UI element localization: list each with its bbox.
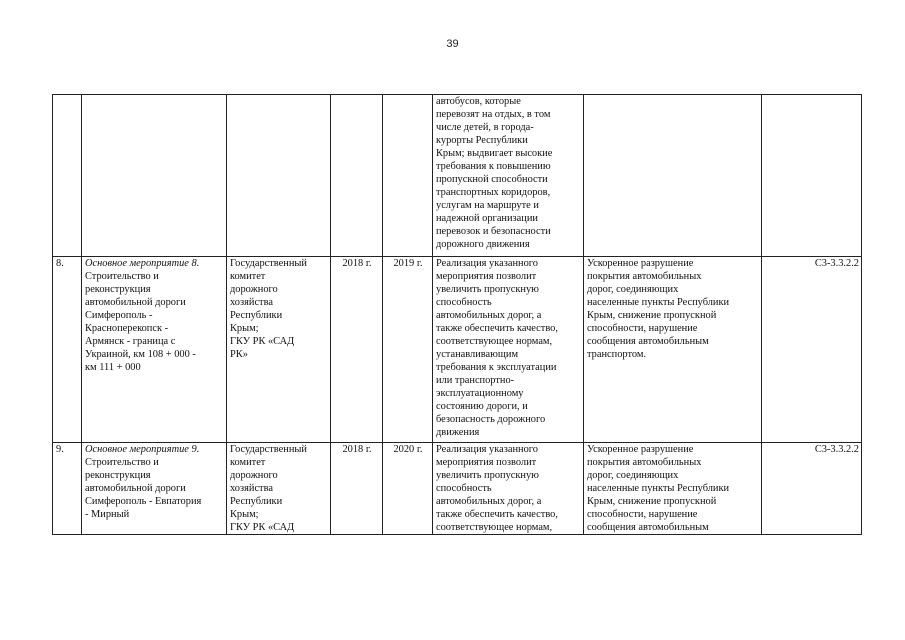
result-line: Реализация указанного [436, 444, 538, 455]
result-line: надежной организации [436, 213, 538, 224]
result-line: устанавливающим [436, 349, 519, 360]
event-line: реконструкция [85, 470, 151, 481]
executor-line: РК» [230, 349, 248, 360]
result-line: соответствующее нормам, [436, 336, 553, 347]
risk-line: покрытия автомобильных [587, 271, 702, 282]
expected-result-cell [433, 257, 584, 443]
event-line: Симферополь - [85, 310, 153, 321]
event-cell [82, 257, 227, 443]
result-line: мероприятия позволит [436, 271, 537, 282]
end-year: 2019 г. [393, 258, 423, 269]
events-table-body [53, 95, 862, 535]
executor-line: ГКУ РК «САД [230, 522, 295, 533]
risk-cell [584, 443, 762, 535]
result-line: Крым; выдвигает высокие [436, 148, 553, 159]
result-line: автомобильных дорог, а [436, 310, 542, 321]
row-number-cell [53, 443, 82, 535]
risk-line: сообщения автомобильным [587, 522, 709, 533]
result-line: также обеспечить качество, [436, 323, 558, 334]
start-year-cell [331, 257, 383, 443]
executor-line: хозяйства [230, 483, 273, 494]
event-line: км 111 + 000 [85, 362, 141, 373]
result-line: автобусов, которые [436, 96, 521, 107]
risk-cell [584, 95, 762, 257]
result-line: безопасность дорожного [436, 414, 546, 425]
executor-line: хозяйства [230, 297, 273, 308]
event-line: автомобильной дороги [85, 483, 186, 494]
table-row [53, 443, 862, 535]
table-row [53, 257, 862, 443]
start-year-cell [331, 443, 383, 535]
end-year-cell [383, 257, 433, 443]
result-line: дорожного движения [436, 239, 530, 250]
risk-line: способности, нарушение [587, 509, 698, 520]
risk-line: Крым, снижение пропускной [587, 496, 717, 507]
event-line: Армянск - граница с [85, 336, 176, 347]
event-line: Симферополь - Евпатория [85, 496, 202, 507]
indicator-code: С3-3.3.2.2 [814, 258, 859, 269]
executor-line: Крым; [230, 323, 259, 334]
event-cell [82, 95, 227, 257]
result-line: способность [436, 483, 492, 494]
executor-line: Республики [230, 310, 283, 321]
indicator-code-cell [762, 443, 862, 535]
table-row [53, 95, 862, 257]
end-year-cell [383, 443, 433, 535]
risk-line: населенные пункты Республики [587, 297, 730, 308]
event-line: Украиной, км 108 + 000 - [85, 349, 196, 360]
event-line: автомобильной дороги [85, 297, 186, 308]
result-line: транспортных коридоров, [436, 187, 551, 198]
event-line: Строительство и [85, 457, 159, 468]
event-title: Основное мероприятие 9. [85, 444, 200, 455]
event-line: Красноперекопск - [85, 323, 169, 334]
executor-cell [227, 443, 331, 535]
executor-cell [227, 257, 331, 443]
result-line: требования к эксплуатации [436, 362, 557, 373]
event-line: реконструкция [85, 284, 151, 295]
risk-line: Крым, снижение пропускной [587, 310, 717, 321]
executor-line: дорожного [230, 284, 278, 295]
result-line: движения [436, 427, 480, 438]
risk-line: дорог, соединяющих [587, 470, 679, 481]
risk-line: способности, нарушение [587, 323, 698, 334]
executor-line: дорожного [230, 470, 278, 481]
result-line: увеличить пропускную [436, 470, 539, 481]
risk-line: транспортом. [587, 349, 647, 360]
events-table [52, 94, 862, 535]
row-number: 8. [56, 258, 64, 269]
indicator-code: С3-3.3.2.2 [814, 444, 859, 455]
executor-line: Государственный [230, 444, 307, 455]
expected-result-cell [433, 443, 584, 535]
executor-line: Государственный [230, 258, 307, 269]
indicator-code-cell [762, 257, 862, 443]
result-line: автомобильных дорог, а [436, 496, 542, 507]
page-number: 39 [446, 38, 459, 50]
executor-line: комитет [230, 457, 266, 468]
result-line: пропускной способности [436, 174, 548, 185]
start-year: 2018 г. [342, 444, 372, 455]
risk-line: дорог, соединяющих [587, 284, 679, 295]
risk-line: населенные пункты Республики [587, 483, 730, 494]
result-line: услугам на маршруте и [436, 200, 539, 211]
end-year-cell [383, 95, 433, 257]
result-line: увеличить пропускную [436, 284, 539, 295]
result-line: или транспортно- [436, 375, 515, 386]
result-line: также обеспечить качество, [436, 509, 558, 520]
executor-line: ГКУ РК «САД [230, 336, 295, 347]
risk-line: сообщения автомобильным [587, 336, 709, 347]
start-year: 2018 г. [342, 258, 372, 269]
event-line: Строительство и [85, 271, 159, 282]
row-number-cell [53, 257, 82, 443]
event-cell [82, 443, 227, 535]
risk-line: Ускоренное разрушение [587, 258, 694, 269]
expected-result-cell [433, 95, 584, 257]
result-line: числе детей, в города- [436, 122, 534, 133]
start-year-cell [331, 95, 383, 257]
indicator-code-cell [762, 95, 862, 257]
executor-line: Крым; [230, 509, 259, 520]
result-line: эксплуатационному [436, 388, 524, 399]
result-line: перевозок и безопасности [436, 226, 551, 237]
event-title: Основное мероприятие 8. [85, 258, 200, 269]
risk-cell [584, 257, 762, 443]
executor-line: Республики [230, 496, 283, 507]
result-line: состоянию дороги, и [436, 401, 528, 412]
executor-cell [227, 95, 331, 257]
row-number-cell [53, 95, 82, 257]
result-line: требования к повышению [436, 161, 551, 172]
result-line: мероприятия позволит [436, 457, 537, 468]
result-line: перевозят на отдых, в том [436, 109, 551, 120]
result-line: способность [436, 297, 492, 308]
executor-line: комитет [230, 271, 266, 282]
event-line: - Мирный [85, 509, 130, 520]
result-line: соответствующее нормам, [436, 522, 553, 533]
risk-line: покрытия автомобильных [587, 457, 702, 468]
row-number: 9. [56, 444, 64, 455]
result-line: курорты Республики [436, 135, 528, 146]
risk-line: Ускоренное разрушение [587, 444, 694, 455]
end-year: 2020 г. [393, 444, 423, 455]
result-line: Реализация указанного [436, 258, 538, 269]
